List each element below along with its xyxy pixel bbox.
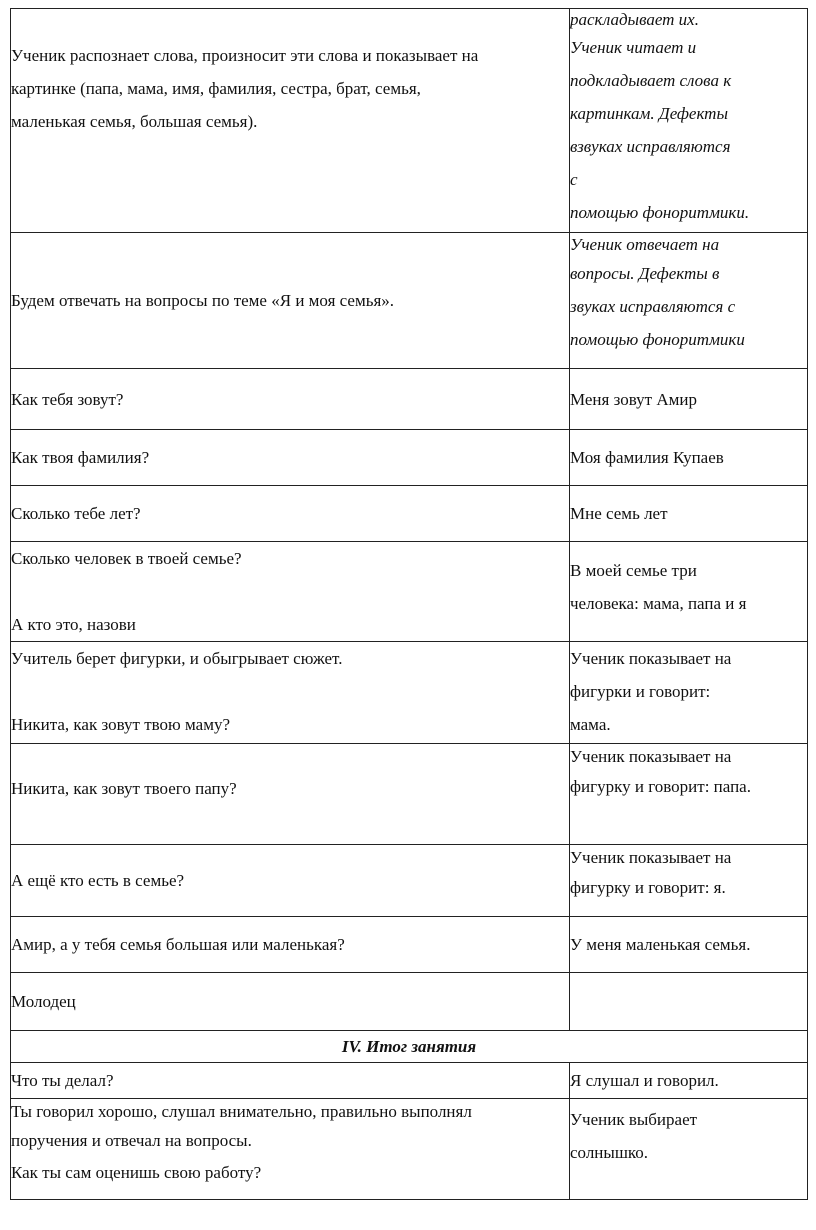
- teacher-cell: [11, 1063, 570, 1099]
- cell-text: Никита, как зовут твою маму?: [11, 715, 230, 734]
- student-cell: [570, 917, 808, 973]
- student-cell: [570, 845, 808, 917]
- table-row: [11, 233, 808, 369]
- cell-text: картинкам. Дефекты: [570, 104, 728, 123]
- cell-text: фигурку и говорит: я.: [570, 878, 726, 897]
- cell-text: Ученик показывает на: [570, 649, 732, 668]
- cell-text: Ученик распознает слова, произносит эти слова и показывает на: [11, 46, 479, 65]
- cell-text: Что ты делал?: [11, 1070, 114, 1090]
- table-row: [11, 542, 808, 642]
- cell-text: фигурки и говорит:: [570, 682, 711, 701]
- cell-text: помощью фоноритмики.: [570, 203, 750, 222]
- student-cell: [570, 1063, 808, 1099]
- cell-text: Ученик отвечает на: [570, 235, 720, 254]
- table-row: [11, 486, 808, 542]
- cell-text: Молодец: [11, 992, 76, 1011]
- table-row: [11, 973, 808, 1031]
- student-cell: [570, 744, 808, 845]
- cell-text: Как ты сам оценишь свою работу?: [11, 1163, 262, 1182]
- table-row: [11, 9, 808, 233]
- student-cell: [570, 542, 808, 642]
- cell-text: Сколько тебе лет?: [11, 504, 141, 523]
- cell-text: поручения и отвечал на вопросы.: [11, 1131, 252, 1150]
- teacher-cell: [11, 973, 570, 1031]
- cell-text: Моя фамилия Купаев: [570, 448, 724, 467]
- cell-text: [11, 675, 569, 708]
- student-cell: [570, 430, 808, 486]
- table-row: [11, 369, 808, 430]
- table-row: [11, 642, 808, 744]
- teacher-cell: [11, 917, 570, 973]
- cell-text: маленькая семья, большая семья).: [11, 112, 258, 131]
- teacher-cell: [11, 744, 570, 845]
- table-row: [11, 1063, 808, 1099]
- cell-text: Ученик читает и: [570, 38, 697, 57]
- cell-text: [11, 575, 569, 608]
- section-row: [11, 1031, 808, 1063]
- cell-text: с: [570, 170, 578, 189]
- table-row: [11, 744, 808, 845]
- teacher-cell: [11, 542, 570, 642]
- table-row: [11, 845, 808, 917]
- student-cell: [570, 973, 808, 1031]
- cell-text: А ещё кто есть в семье?: [11, 871, 185, 890]
- teacher-cell: [11, 845, 570, 917]
- cell-text: У меня маленькая семья.: [570, 935, 751, 954]
- cell-text: Ученик показывает на: [570, 848, 732, 867]
- cell-text: подкладывает слова к: [570, 71, 732, 90]
- cell-text: Ты говорил хорошо, слушал внимательно, правильно выполнял: [11, 1102, 472, 1121]
- cell-text: Ученик выбирает: [570, 1110, 698, 1129]
- student-cell: [570, 642, 808, 744]
- student-cell: [570, 1099, 808, 1200]
- table-row: [11, 1099, 808, 1200]
- cell-text: Как твоя фамилия?: [11, 448, 150, 467]
- cell-text: раскладывает их.: [570, 10, 699, 29]
- cell-text: Будем отвечать на вопросы по теме «Я и моя семья».: [11, 291, 395, 310]
- table-row: [11, 917, 808, 973]
- cell-text: Учитель берет фигурки, и обыгрывает сюжет.: [11, 649, 343, 668]
- teacher-cell: [11, 486, 570, 542]
- cell-text: Меня зовут Амир: [570, 389, 697, 409]
- student-cell: [570, 486, 808, 542]
- lesson-table: [10, 8, 808, 1200]
- cell-text: картинке (папа, мама, имя, фамилия, сестра, брат, семья,: [11, 79, 421, 98]
- table-row: [11, 430, 808, 486]
- cell-text: солнышко.: [570, 1143, 649, 1162]
- cell-text: Как тебя зовут?: [11, 389, 124, 409]
- cell-text: А кто это, назови: [11, 615, 136, 634]
- cell-text: Сколько человек в твоей семье?: [11, 549, 242, 568]
- cell-text: звуках исправляются с: [570, 297, 736, 316]
- cell-text: Никита, как зовут твоего папу?: [11, 779, 237, 798]
- cell-text: человека: мама, папа и я: [570, 594, 747, 613]
- cell-text: В моей семье три: [570, 561, 697, 580]
- teacher-cell: [11, 430, 570, 486]
- section-title: IV. Итог занятия: [11, 1031, 808, 1063]
- cell-text: помощью фоноритмики: [570, 330, 745, 349]
- student-cell: [570, 369, 808, 430]
- cell-text: фигурку и говорит: папа.: [570, 777, 751, 796]
- student-cell: [570, 9, 808, 233]
- cell-text: взвуках исправляются: [570, 137, 731, 156]
- cell-text: Мне семь лет: [570, 504, 668, 523]
- cell-text: Амир, а у тебя семья большая или маленькая?: [11, 935, 345, 954]
- teacher-cell: [11, 642, 570, 744]
- teacher-cell: [11, 233, 570, 369]
- student-cell: [570, 233, 808, 369]
- cell-text: Ученик показывает на: [570, 747, 732, 766]
- teacher-cell: [11, 1099, 570, 1200]
- cell-text: Я слушал и говорил.: [570, 1070, 719, 1090]
- teacher-cell: [11, 369, 570, 430]
- teacher-cell: [11, 9, 570, 233]
- cell-text: вопросы. Дефекты в: [570, 264, 720, 283]
- cell-text: мама.: [570, 715, 611, 734]
